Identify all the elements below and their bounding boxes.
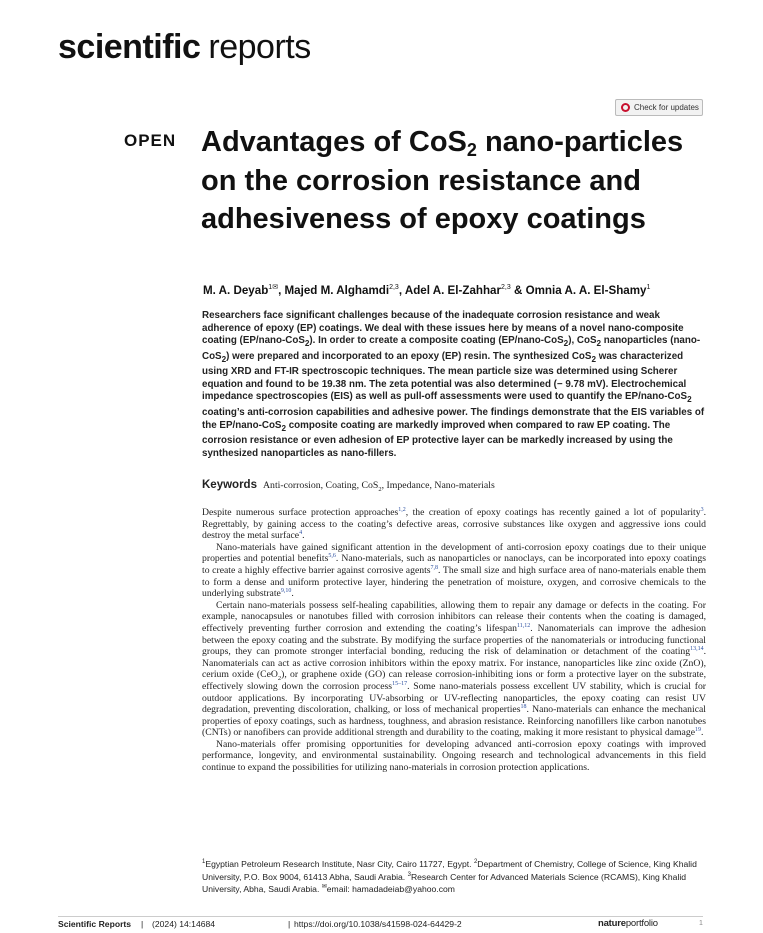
abstract [202,310,706,460]
paragraph-1 [202,507,706,542]
page-footer [58,919,718,933]
abstract-sub: 2 [591,354,596,364]
publisher-bold: nature [598,918,626,929]
citation-link[interactable]: 5,6 [328,553,336,560]
abstract-sub: 2 [281,423,287,433]
footer-separator: | [141,919,144,929]
title-part-1: Advantages of CoS [201,126,467,158]
text-run: . Nano-materials, such as nanoparticles or nanoclays, can be incorporated into epoxy coatings to create a highly effective barrier against corrosive agents [202,553,707,576]
text-run: ), or graphene oxide (GO) can release corrosion-inhibiting ions or form a protective layer on the substrate, effectively slowing down the corrosion process [202,669,706,692]
text-run: . Nanomaterials can act as active corrosion inhibitors within the epoxy matrix. For instance, nanoparticles like zinc oxide (ZnO), cerium oxide (CeO [202,646,706,681]
citation-link[interactable]: 15–17 [392,680,408,687]
keywords [202,479,706,493]
author-3-affiliation: 2,3 [501,284,511,291]
paragraph-4: Nano-materials offer promising opportunities for developing advanced anti-corrosion epoxy coatings with improved performance, longevity, and environmental sustainability. Ongoing research and technological advancements in this field continue to expand the possibilities for utilizing nano-materials in corrosion protection applications. [202,738,706,774]
corresponding-email[interactable]: email: hamadadeiab@yahoo.com [326,884,455,894]
publisher-light: portfolio [625,918,658,929]
text-run: . Nano-materials can enhance the mechanical properties of epoxy coatings, such as hardness, toughness, and abrasion resistance. Reinforcing nanofillers like carbon nanotubes (CNTs) or nanofibers can provide additional strength and durability to the coating, making it more resistant to physical damage [202,704,706,739]
check-for-updates-label: Check for updates [634,103,699,112]
doi-link[interactable]: https://doi.org/10.1038/s41598-024-64429-2 [294,919,462,929]
body-text [202,507,706,774]
citation-link[interactable]: 13,14 [690,645,704,652]
text-run: Despite numerous surface protection approaches [202,507,399,518]
citation-link[interactable]: 11,12 [516,622,531,629]
keywords-text-end: , Impedance, Nano-materials [381,480,495,491]
article-title [201,123,721,239]
footer-journal: Scientific Reports [58,919,132,929]
crossmark-icon [621,103,630,112]
footer-divider [58,916,703,917]
title-part-2: nano-particles on the corrosion resistance and adhesiveness of epoxy coatings [201,126,684,235]
text-run: . Regrettably, by gaining access to the coating’s defective areas, corrosive substances like oxygen and aggressive ions could destroy the metal surface [202,507,707,542]
affiliation-marker: 1 [202,859,206,866]
abstract-text: ) were prepared and incorporated to an epoxy (EP) resin. The synthesized CoS [226,350,592,362]
text-run: . [701,727,704,739]
paragraph-3 [202,600,706,739]
text-run: . [302,530,305,542]
citation-link[interactable]: 4 [299,529,303,536]
check-for-updates-button[interactable] [615,99,703,116]
author-2[interactable]: , Majed M. Alghamdi [278,283,390,297]
author-4-affiliation: 1 [646,284,651,291]
author-1-affiliation: 1✉ [268,284,279,291]
journal-logo[interactable] [58,28,311,67]
abstract-text: ). In order to create a composite coating (EP/nano-CoS [309,335,564,347]
abstract-sub: 2 [221,354,227,364]
footer-separator: | [288,919,291,929]
affiliation-marker: 3 [407,871,411,878]
page-number: 1 [699,920,703,927]
title-subscript: 2 [466,140,477,160]
citation-link[interactable]: 9,10 [280,587,292,594]
keywords-label: Keywords [202,479,257,491]
paragraph-2 [202,542,706,600]
author-list [203,283,703,297]
text-run: , the creation of epoxy coatings has recently gained a lot of popularity [405,507,701,518]
journal-name-bold: scientific [58,28,201,66]
citation-link[interactable]: 3 [700,506,704,513]
abstract-sub: 2 [304,339,310,349]
abstract-text: was characterized using XRD and FT-IR spectroscopic techniques. The mean particle size was determined using Scherer equation and found to be 19.38 nm. The zeta potential was also determined (− 9.78 mV). Electrochemical impedance spectroscopies (EIS) as well as pull-off assessments were used to quantify the EP/nano-CoS [202,350,688,403]
author-1[interactable]: M. A. Deyab [203,283,269,297]
email-icon: ✉ [321,884,327,891]
abstract-sub: 2 [596,339,602,349]
author-4[interactable]: & Omnia A. A. El-Shamy [510,283,647,297]
abstract-sub: 2 [687,395,692,405]
text-run: Nano-materials have gained significant attention in the development of anti-corrosion epoxy coatings due to their unique properties and potential benefits [202,541,706,565]
abstract-sub: 2 [563,339,569,349]
affiliations [202,858,710,896]
text-run: . The small size and high surface area of nano-materials enable them to form a dense and uniform protective layer, hindering the penetration of moisture, oxygen, and corrosive chemicals to the underlying substrate [202,564,706,600]
keywords-sub: 2 [378,485,382,493]
abstract-text: composite coating are markedly improved when compared to raw EP coating. The corrosion resistance or even adhesion of EP protective layer can be markedly increased by using the synthesized nanoparticles as nano-fillers. [202,419,673,459]
keywords-text: Anti-corrosion, Coating, CoS [262,480,379,491]
author-2-affiliation: 2,3 [389,284,399,291]
text-run: Certain nano-materials possess self-healing capabilities, allowing them to repair any damage or defects in the coating. For example, nanocapsules or nanotubes filled with corrosion inhibitors can release their contents when the coating is damaged, effectively preventing further corrosion and extending the coating’s lifespan [202,599,706,634]
text-run: . Nanomaterials can improve the adhesion between the epoxy coating and the substrate. By modifying the surface properties of the nanomaterials or introducing functional groups, they can promote stronger interfacial bonding, reducing the risk of delamination or detachment of the coating [202,622,706,658]
journal-name-light: reports [208,28,311,66]
text-run: . Some nano-materials possess excellent UV stability, which is crucial for outdoor applications. By incorporating UV-absorbing or UV-reflecting nanoparticles, the epoxy coating can resist UV degradation, preventing discoloration, chalking, or loss of mechanical properties [202,680,707,716]
affiliation-text: Egyptian Petroleum Research Institute, Nasr City, Cairo 11727, Egypt. [205,859,474,869]
abstract-text: ), CoS [568,335,597,347]
abstract-text: coating’s anti-corrosion capabilities and adhesive power. The findings demonstrate that the EIS variables of the EP/nano-CoS [202,407,705,431]
affiliation-marker: 2 [473,859,478,866]
citation-link[interactable]: 19 [695,727,701,734]
citation-link[interactable]: 1,2 [398,506,406,513]
open-access-label: OPEN [124,131,177,150]
text-run: . [291,588,294,600]
abstract-text: Researchers face significant challenges because of the inadequate corrosion resistance and weak adherence of epoxy (EP) coatings. We deal with these issues here by means of a novel nano-composite coating (EP/nano-CoS [202,310,684,347]
author-3[interactable]: , Adel A. El-Zahhar [398,283,502,297]
subscript: 2 [277,675,282,683]
abstract-text: nanoparticles (nano-CoS [202,335,701,362]
affiliation-text: Department of Chemistry, College of Science, King Khalid University, P.O. Box 9004, 61413 Abha, Saudi Arabia. [202,859,697,882]
publisher-logo [598,918,658,929]
footer-volume: (2024) 14:14684 [152,919,216,929]
citation-link[interactable]: 18 [520,703,527,710]
affiliation-text: Research Center for Advanced Materials Science (RCAMS), King Khalid University, Abha, Saudi Arabia. [202,871,687,894]
citation-link[interactable]: 7,8 [430,564,439,571]
